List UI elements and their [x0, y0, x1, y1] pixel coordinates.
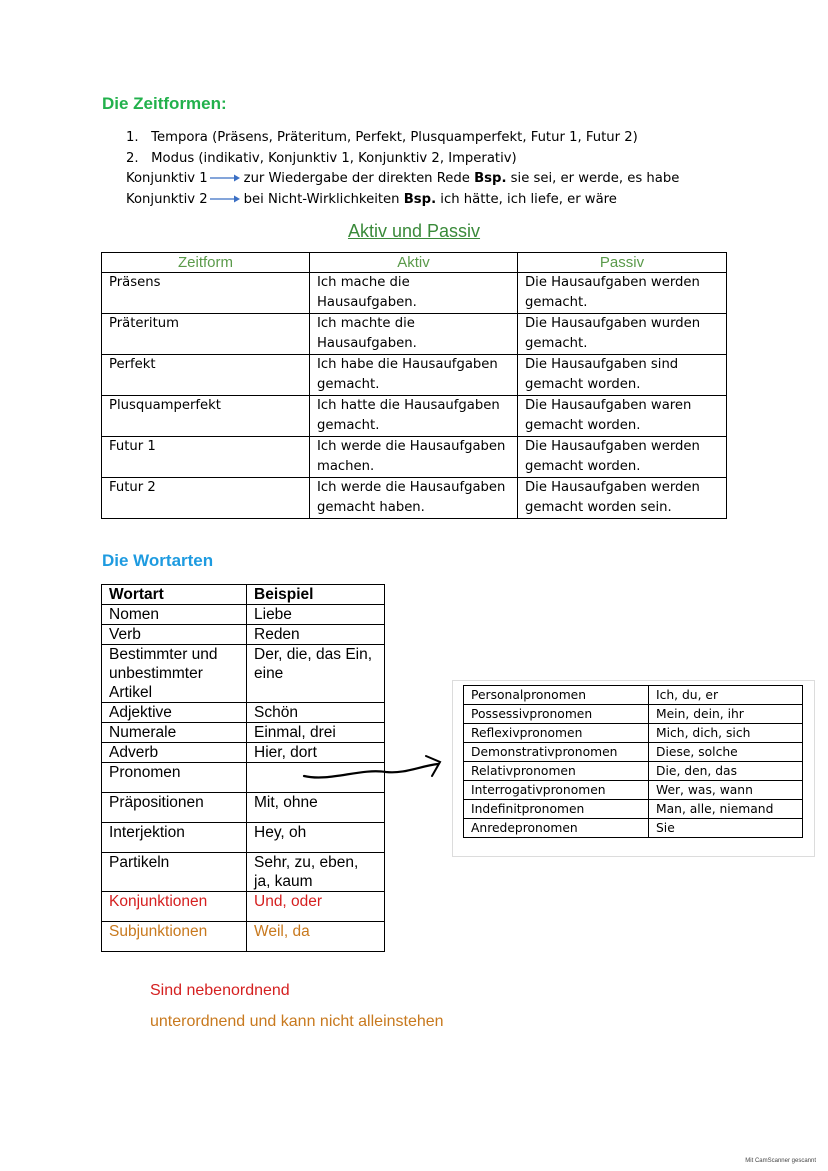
table-cell: Hier, dort	[247, 743, 385, 763]
table-row	[102, 793, 385, 823]
table-row	[464, 781, 803, 800]
table-cell: Adjektive	[102, 703, 247, 723]
table-row	[102, 314, 727, 355]
table-row	[102, 853, 385, 892]
table-cell: Sie	[649, 819, 803, 838]
konjunktiv-line	[126, 190, 679, 211]
table-cell: Ich werde die Hausaufgaben machen.	[310, 437, 518, 478]
table-cell: Die Hausaufgaben sind gemacht worden.	[518, 355, 727, 396]
list-item	[126, 128, 679, 149]
table-cell: Mich, dich, sich	[649, 724, 803, 743]
table-cell: Konjunktionen	[102, 892, 247, 922]
scanner-footer: Mit CamScanner gescannt	[745, 1158, 816, 1164]
table-cell: Und, oder	[247, 892, 385, 922]
table-cell: Diese, solche	[649, 743, 803, 762]
table-row	[102, 892, 385, 922]
table-cell: Bestimmter und unbestimmter Artikel	[102, 645, 247, 703]
note-subjunktionen: unterordnend und kann nicht alleinstehen	[150, 1013, 444, 1030]
table-row	[102, 723, 385, 743]
zeitformen-list	[126, 128, 679, 210]
table-cell: Mein, dein, ihr	[649, 705, 803, 724]
note-konjunktionen: Sind nebenordnend	[150, 982, 290, 999]
table-cell: Interjektion	[102, 823, 247, 853]
table-row	[102, 478, 727, 519]
table-row	[464, 819, 803, 838]
konj-text: bei Nicht-Wirklichkeiten	[243, 191, 400, 207]
table-cell: Reden	[247, 625, 385, 645]
table-row	[102, 703, 385, 723]
table-cell: Plusquamperfekt	[102, 396, 310, 437]
table-cell: Ich, du, er	[649, 686, 803, 705]
table-row	[102, 625, 385, 645]
table-cell: Ich werde die Hausaufgaben gemacht haben.	[310, 478, 518, 519]
heading-zeitformen: Die Zeitformen:	[102, 94, 227, 113]
table-cell: Subjunktionen	[102, 922, 247, 952]
table-row	[102, 273, 727, 314]
arrow-right-icon	[210, 194, 240, 204]
table-row	[464, 686, 803, 705]
table-row	[464, 762, 803, 781]
table-cell: Ich machte die Hausaufgaben.	[310, 314, 518, 355]
table-cell: Anredepronomen	[464, 819, 649, 838]
table-cell: Numerale	[102, 723, 247, 743]
table-row	[102, 396, 727, 437]
table-cell: Futur 1	[102, 437, 310, 478]
table-cell: Man, alle, niemand	[649, 800, 803, 819]
column-header: Passiv	[518, 253, 727, 273]
table-cell: Adverb	[102, 743, 247, 763]
table-cell: Präsens	[102, 273, 310, 314]
table-cell: Die Hausaufgaben waren gemacht worden.	[518, 396, 727, 437]
table-cell: Partikeln	[102, 853, 247, 892]
konj-label: Konjunktiv 1	[126, 171, 208, 186]
table-row	[102, 823, 385, 853]
table-cell: Ich hatte die Hausaufgaben gemacht.	[310, 396, 518, 437]
table-row	[102, 605, 385, 625]
tense-table	[101, 252, 727, 519]
table-cell: Possessivpronomen	[464, 705, 649, 724]
konjunktiv-line	[126, 169, 679, 190]
table-cell: Die Hausaufgaben werden gemacht worden.	[518, 437, 727, 478]
table-cell: Reflexivpronomen	[464, 724, 649, 743]
table-cell: Ich mache die Hausaufgaben.	[310, 273, 518, 314]
table-cell: Einmal, drei	[247, 723, 385, 743]
list-number: 1.	[126, 130, 139, 145]
table-row	[102, 645, 385, 703]
column-header: Beispiel	[247, 585, 385, 605]
konj-label: Konjunktiv 2	[126, 191, 208, 207]
table-cell: Schön	[247, 703, 385, 723]
column-header: Aktiv	[310, 253, 518, 273]
table-cell: Futur 2	[102, 478, 310, 519]
table-cell: Präteritum	[102, 314, 310, 355]
column-header: Wortart	[102, 585, 247, 605]
column-header: Zeitform	[102, 253, 310, 273]
table-cell: Die Hausaufgaben wurden gemacht.	[518, 314, 727, 355]
table-row	[464, 800, 803, 819]
table-cell: Weil, da	[247, 922, 385, 952]
list-text: Tempora (Präsens, Präteritum, Perfekt, Plusquamperfekt, Futur 1, Futur 2)	[151, 130, 638, 145]
table-cell: Der, die, das Ein, eine	[247, 645, 385, 703]
table-cell: Die Hausaufgaben werden gemacht worden sein.	[518, 478, 727, 519]
aktiv-passiv-title: Aktiv und Passiv	[347, 221, 481, 241]
table-header-row	[102, 253, 727, 273]
table-cell: Die, den, das	[649, 762, 803, 781]
table-cell: Perfekt	[102, 355, 310, 396]
konj-text: zur Wiedergabe der direkten Rede	[243, 171, 470, 186]
list-item	[126, 149, 679, 170]
konj-example: sie sei, er werde, es habe	[510, 171, 680, 186]
table-row	[464, 743, 803, 762]
bsp-label: Bsp.	[474, 171, 507, 186]
table-cell: Relativpronomen	[464, 762, 649, 781]
konj-example: ich hätte, ich liefe, er wäre	[440, 191, 617, 207]
table-row	[464, 705, 803, 724]
table-row	[102, 355, 727, 396]
heading-wortarten: Die Wortarten	[102, 551, 214, 570]
table-cell: Demonstrativpronomen	[464, 743, 649, 762]
table-row	[464, 724, 803, 743]
table-cell: Indefinitpronomen	[464, 800, 649, 819]
bsp-label: Bsp.	[403, 191, 437, 207]
table-cell: Ich habe die Hausaufgaben gemacht.	[310, 355, 518, 396]
table-row	[102, 922, 385, 952]
arrow-right-icon	[210, 173, 240, 183]
hand-drawn-arrow-icon	[300, 752, 450, 792]
table-cell: Nomen	[102, 605, 247, 625]
table-cell: Pronomen	[102, 763, 247, 793]
list-number: 2.	[126, 150, 139, 166]
table-cell: Die Hausaufgaben werden gemacht.	[518, 273, 727, 314]
table-cell: Wer, was, wann	[649, 781, 803, 800]
table-cell: Verb	[102, 625, 247, 645]
table-cell: Hey, oh	[247, 823, 385, 853]
table-header-row	[102, 585, 385, 605]
pronomen-table	[463, 685, 803, 838]
table-cell: Mit, ohne	[247, 793, 385, 823]
list-text: Modus (indikativ, Konjunktiv 1, Konjunktiv 2, Imperativ)	[151, 150, 517, 166]
table-cell: Personalpronomen	[464, 686, 649, 705]
table-cell: Liebe	[247, 605, 385, 625]
table-cell: Präpositionen	[102, 793, 247, 823]
table-cell: Interrogativpronomen	[464, 781, 649, 800]
table-row	[102, 437, 727, 478]
table-cell: Sehr, zu, eben, ja, kaum	[247, 853, 385, 892]
